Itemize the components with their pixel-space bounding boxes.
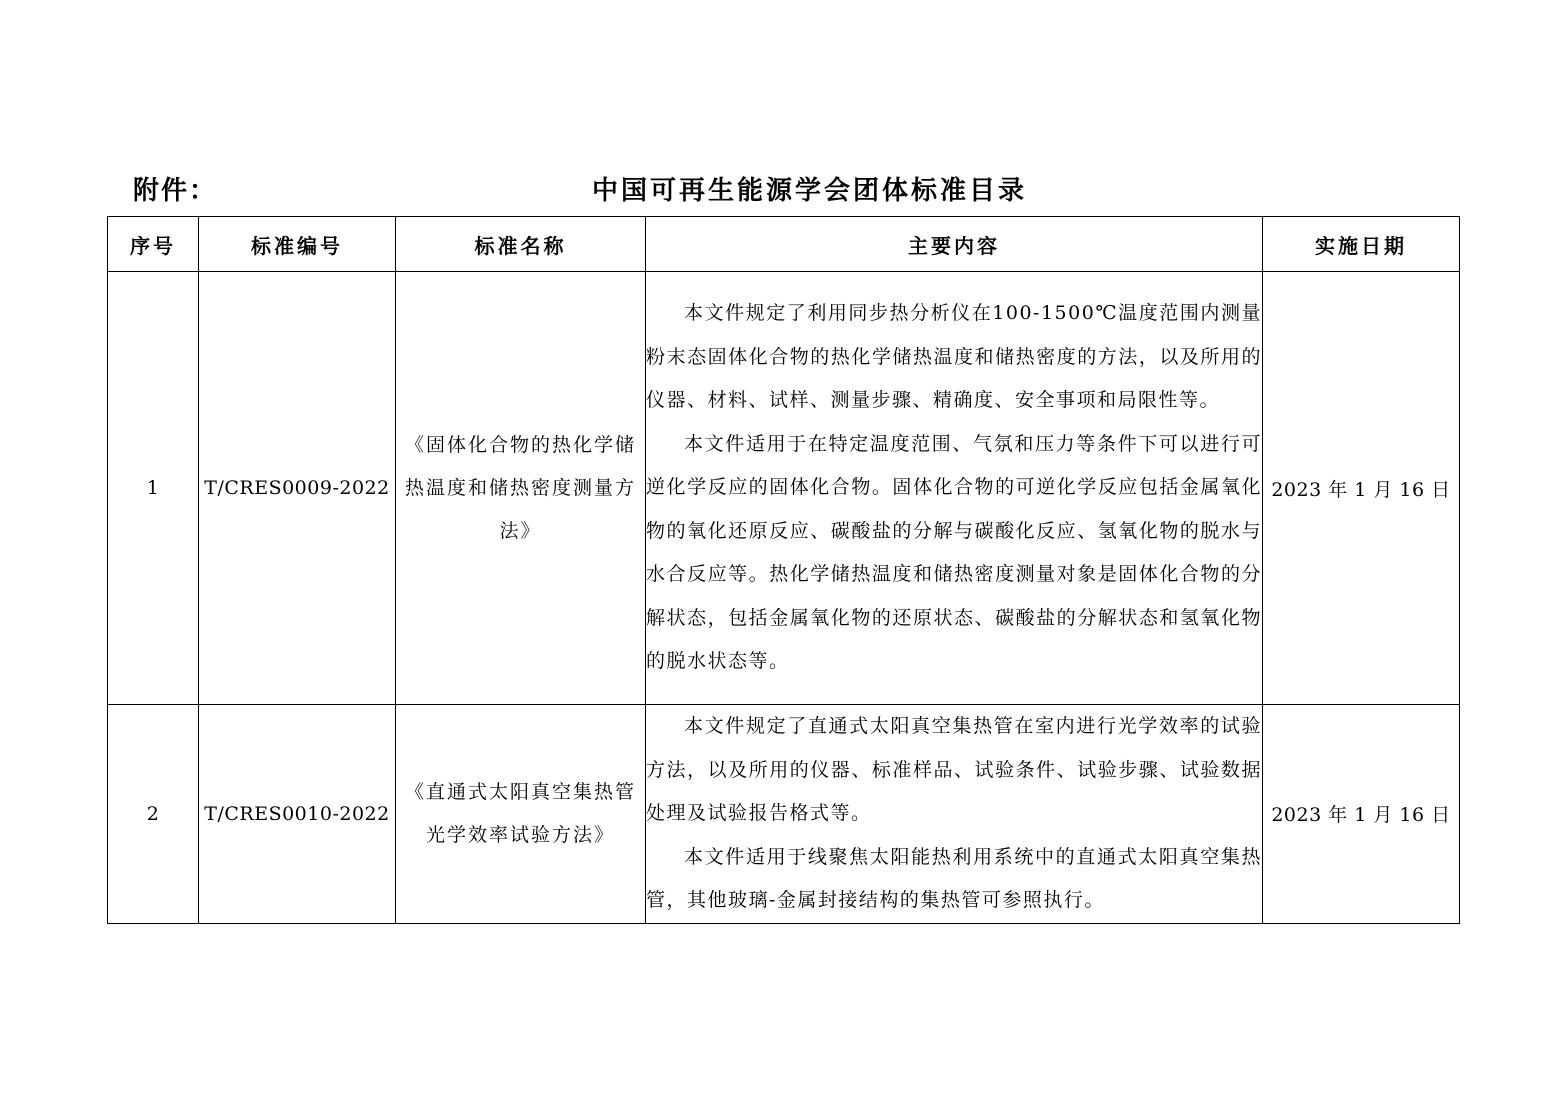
content-paragraph: 本文件适用于在特定温度范围、气氛和压力等条件下可以进行可逆化学反应的固体化合物。固体化合物的可逆化学反应包括金属氧化物的氧化还原反应、碳酸盐的分解与碳酸化反应、氢氧化物的脱水与水合反应等。热化学储热温度和储热密度测量对象是固体化合物的分解状态，包括金属氧化物的还原状态、碳酸盐的分解状态和氢氧化物的脱水状态等。	[646, 432, 1262, 673]
attachment-label: 附件：	[133, 176, 218, 206]
standard-name: 《直通式太阳真空集热管光学效率试验方法》	[396, 705, 646, 924]
document-header	[0, 166, 1559, 210]
content-paragraph: 本文件规定了利用同步热分析仪在100-1500℃温度范围内测量粉末态固体化合物的热化学储热温度和储热密度的方法，以及所用的仪器、材料、试样、测量步骤、精确度、安全事项和局限性等。	[646, 302, 1262, 412]
document-title: 中国可再生能源学会团体标准目录	[592, 176, 1028, 206]
header-name: 标准名称	[396, 217, 646, 272]
header-date: 实施日期	[1263, 217, 1460, 272]
standards-catalog-table	[107, 216, 1460, 924]
table-row	[108, 272, 1460, 705]
implementation-date: 2023 年 1 月 16 日	[1263, 705, 1460, 924]
standard-content	[646, 272, 1263, 705]
content-paragraph: 本文件规定了直通式太阳真空集热管在室内进行光学效率的试验方法，以及所用的仪器、标准样品、试验条件、试验步骤、试验数据处理及试验报告格式等。	[646, 715, 1262, 824]
row-index: 1	[108, 272, 199, 705]
header-index: 序号	[108, 217, 199, 272]
content-paragraph: 本文件适用于线聚焦太阳能热利用系统中的直通式太阳真空集热管，其他玻璃-金属封接结构的集热管可参照执行。	[646, 845, 1262, 911]
row-index: 2	[108, 705, 199, 924]
standard-name: 《固体化合物的热化学储热温度和储热密度测量方法》	[396, 272, 646, 705]
table-header-row	[108, 217, 1460, 272]
table-row	[108, 705, 1460, 924]
header-code: 标准编号	[199, 217, 396, 272]
standard-code: T/CRES0010-2022	[199, 705, 396, 924]
standard-code: T/CRES0009-2022	[199, 272, 396, 705]
implementation-date: 2023 年 1 月 16 日	[1263, 272, 1460, 705]
standard-content	[646, 705, 1263, 924]
header-content: 主要内容	[646, 217, 1263, 272]
